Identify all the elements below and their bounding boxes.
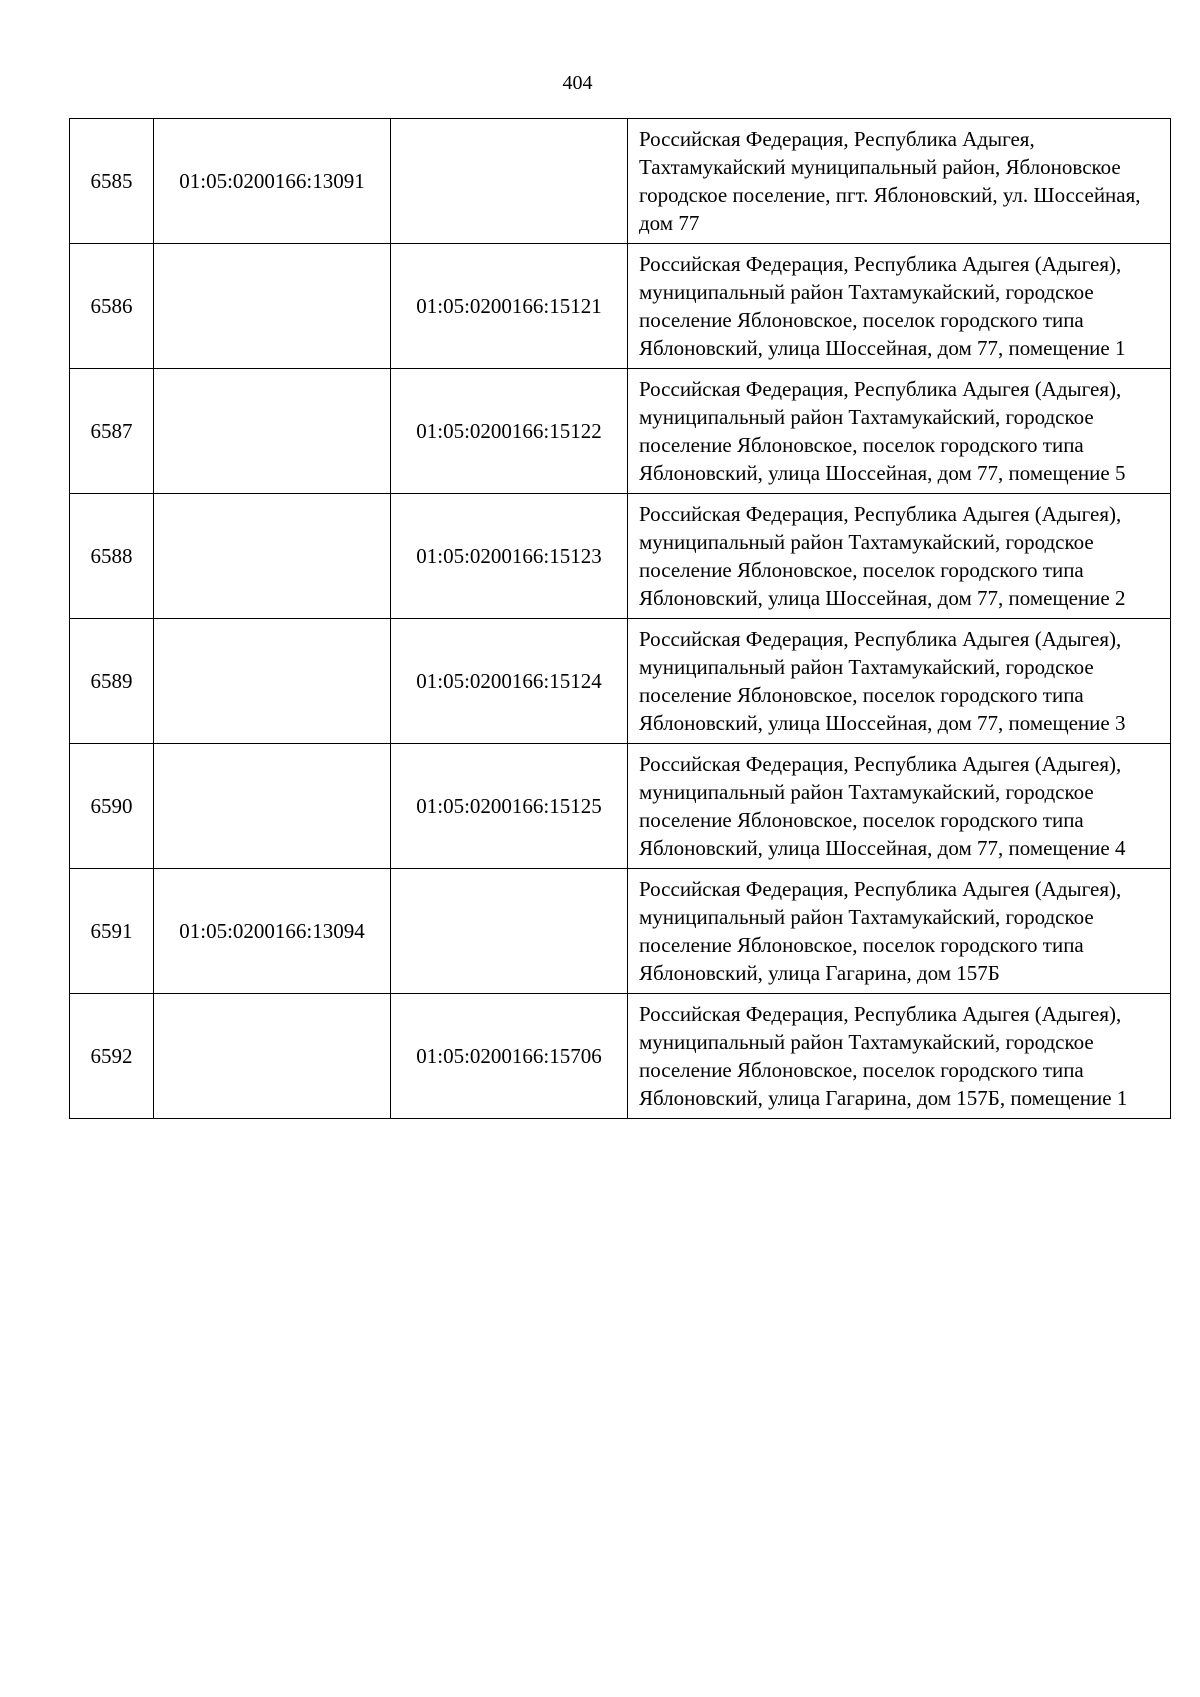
cadastral-number-land: 01:05:0200166:13094 [154,869,391,994]
cadastral-number-land [154,994,391,1119]
table-row [70,619,1171,744]
table-row [70,744,1171,869]
row-number: 6589 [70,619,154,744]
cadastral-number-premises [391,869,628,994]
cadastral-number-premises [391,119,628,244]
cadastral-number-land [154,494,391,619]
address-cell: Российская Федерация, Республика Адыгея (Адыгея), муниципальный район Тахтамукайский, городское поселение Яблоновское, поселок городского типа Яблоновский, улица Шоссейная, дом 77, помещение 4 [628,744,1171,869]
cadastral-number-premises: 01:05:0200166:15121 [391,244,628,369]
row-number: 6592 [70,994,154,1119]
cadastral-number-premises: 01:05:0200166:15124 [391,619,628,744]
cadastral-number-premises: 01:05:0200166:15123 [391,494,628,619]
row-number: 6586 [70,244,154,369]
table-row [70,869,1171,994]
table-row [70,994,1171,1119]
address-cell: Российская Федерация, Республика Адыгея (Адыгея), муниципальный район Тахтамукайский, городское поселение Яблоновское, поселок городского типа Яблоновский, улица Гагарина, дом 157Б, помещение 1 [628,994,1171,1119]
address-cell: Российская Федерация, Республика Адыгея (Адыгея), муниципальный район Тахтамукайский, городское поселение Яблоновское, поселок городского типа Яблоновский, улица Шоссейная, дом 77, помещение 2 [628,494,1171,619]
row-number: 6591 [70,869,154,994]
table-row [70,369,1171,494]
cadastral-number-premises: 01:05:0200166:15125 [391,744,628,869]
cadastral-number-land [154,619,391,744]
cadastral-number-land [154,244,391,369]
cadastral-number-premises: 01:05:0200166:15122 [391,369,628,494]
address-cell: Российская Федерация, Республика Адыгея, Тахтамукайский муниципальный район, Яблоновское городское поселение, пгт. Яблоновский, ул. Шоссейная, дом 77 [628,119,1171,244]
cadastral-number-premises: 01:05:0200166:15706 [391,994,628,1119]
row-number: 6590 [70,744,154,869]
cadastral-number-land: 01:05:0200166:13091 [154,119,391,244]
row-number: 6588 [70,494,154,619]
cadastral-number-land [154,369,391,494]
address-cell: Российская Федерация, Республика Адыгея (Адыгея), муниципальный район Тахтамукайский, городское поселение Яблоновское, поселок городского типа Яблоновский, улица Гагарина, дом 157Б [628,869,1171,994]
table-row [70,244,1171,369]
page-number: 404 [562,72,593,94]
registry-table [69,118,1171,1119]
cadastral-number-land [154,744,391,869]
address-cell: Российская Федерация, Республика Адыгея (Адыгея), муниципальный район Тахтамукайский, городское поселение Яблоновское, поселок городского типа Яблоновский, улица Шоссейная, дом 77, помещение 3 [628,619,1171,744]
address-cell: Российская Федерация, Республика Адыгея (Адыгея), муниципальный район Тахтамукайский, городское поселение Яблоновское, поселок городского типа Яблоновский, улица Шоссейная, дом 77, помещение 1 [628,244,1171,369]
table-row [70,119,1171,244]
table-row [70,494,1171,619]
row-number: 6585 [70,119,154,244]
address-cell: Российская Федерация, Республика Адыгея (Адыгея), муниципальный район Тахтамукайский, городское поселение Яблоновское, поселок городского типа Яблоновский, улица Шоссейная, дом 77, помещение 5 [628,369,1171,494]
row-number: 6587 [70,369,154,494]
